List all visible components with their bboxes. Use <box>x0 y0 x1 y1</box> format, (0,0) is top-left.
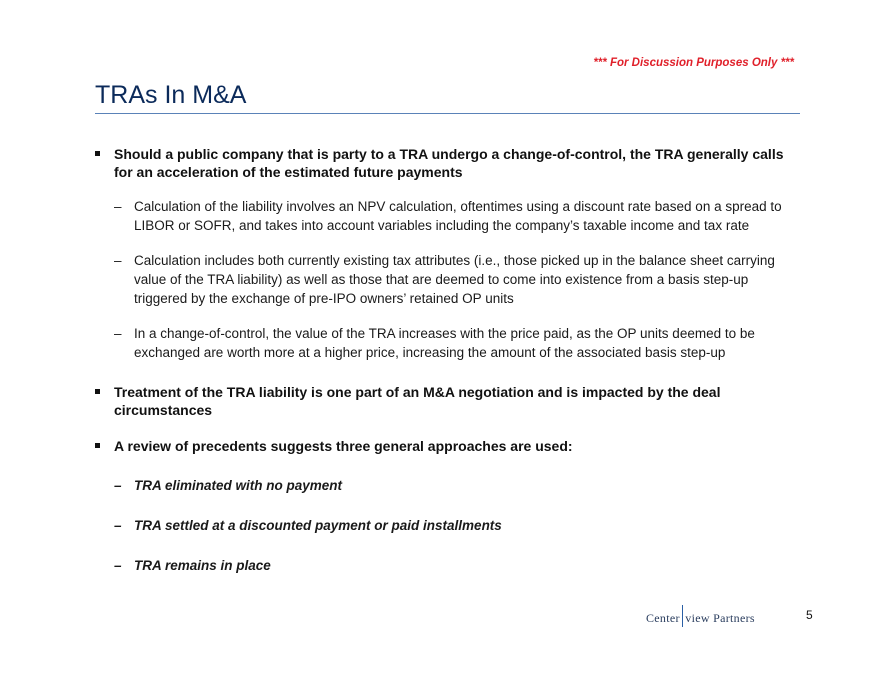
dash-bullet-icon: – <box>114 478 122 493</box>
bullet-text: Should a public company that is party to a TRA undergo a change-of-control, the TRA generally calls for an acceleration of the estimated future payments <box>114 146 784 180</box>
logo-divider <box>682 605 684 627</box>
bullet-precedents <box>95 437 805 455</box>
sub-bullet-price-paid <box>95 324 805 362</box>
title-divider <box>95 113 800 114</box>
logo-text-view-partners: view Partners <box>685 610 755 625</box>
page-title: TRAs In M&A <box>95 81 247 109</box>
sub-bullet-approach-remains <box>95 556 805 575</box>
sub-bullet-text: Calculation of the liability involves an NPV calculation, oftentimes using a discount rate based on a spread to LIBOR or SOFR, and takes into account variables including the company’s taxable income and tax rate <box>134 199 782 233</box>
slide-content <box>95 145 805 575</box>
bullet-text: A review of precedents suggests three general approaches are used: <box>114 438 573 454</box>
dash-bullet-icon: – <box>114 199 122 214</box>
sub-bullet-approach-eliminated <box>95 476 805 495</box>
dash-bullet-icon: – <box>114 518 122 533</box>
square-bullet-icon <box>95 389 100 394</box>
sub-bullet-text: Calculation includes both currently existing tax attributes (i.e., those picked up in the balance sheet carrying value of the TRA liability) as well as those that are deemed to come into existence from a basis step-up triggered by the exchange of pre-IPO owners’ retained OP units <box>134 253 775 306</box>
disclaimer-note: *** For Discussion Purposes Only *** <box>593 57 794 69</box>
page-number: 5 <box>806 608 813 622</box>
bullet-treatment <box>95 383 805 419</box>
dash-bullet-icon: – <box>114 558 122 573</box>
sub-bullet-text: In a change-of-control, the value of the TRA increases with the price paid, as the OP units deemed to be exchanged are worth more at a higher price, increasing the amount of the associated basis step-up <box>134 326 755 360</box>
sub-bullet-text: TRA remains in place <box>134 558 271 573</box>
bullet-text: Treatment of the TRA liability is one part of an M&A negotiation and is impacted by the deal circumstances <box>114 384 721 418</box>
bullet-change-of-control <box>95 145 805 181</box>
square-bullet-icon <box>95 443 100 448</box>
sub-bullet-tax-attributes <box>95 251 805 308</box>
sub-bullet-npv <box>95 197 805 235</box>
dash-bullet-icon: – <box>114 253 122 268</box>
sub-bullet-approach-settled <box>95 516 805 535</box>
centerview-partners-logo <box>646 607 755 629</box>
square-bullet-icon <box>95 151 100 156</box>
logo-text-center: Center <box>646 610 680 625</box>
sub-bullet-text: TRA settled at a discounted payment or paid installments <box>134 518 502 533</box>
sub-bullet-text: TRA eliminated with no payment <box>134 478 343 493</box>
dash-bullet-icon: – <box>114 326 122 341</box>
